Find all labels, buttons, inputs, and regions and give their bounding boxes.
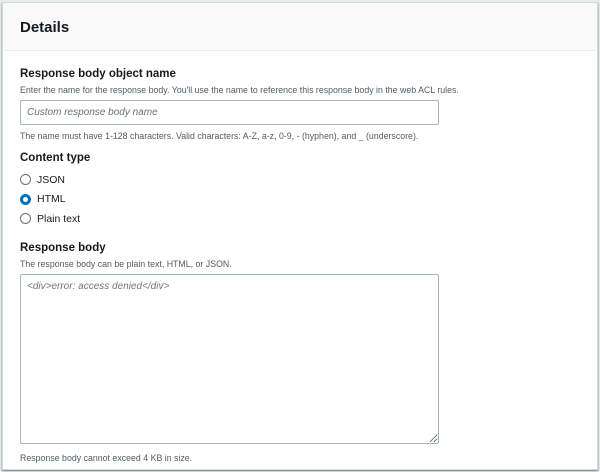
radio-label-html: HTML (37, 193, 66, 206)
response-body-name-input[interactable] (20, 100, 439, 125)
radio-option-html[interactable] (20, 190, 90, 210)
radio-label-plain-text: Plain text (37, 212, 81, 225)
response-body-name-field (20, 67, 459, 142)
panel-header (3, 3, 597, 51)
response-body-textarea[interactable] (20, 274, 439, 444)
response-body-constraint: Response body cannot exceed 4 KB in size. (20, 453, 193, 463)
radio-plain-text[interactable] (20, 213, 31, 224)
radio-json[interactable] (20, 174, 31, 185)
response-body-field (20, 241, 439, 464)
details-panel (2, 2, 598, 470)
content-type-radio-group (20, 170, 90, 229)
radio-option-json[interactable] (20, 170, 90, 190)
radio-html[interactable] (20, 194, 31, 205)
name-label: Response body object name (20, 68, 176, 80)
response-body-label: Response body (20, 242, 106, 254)
name-constraint: The name must have 1-128 characters. Valid characters: A-Z, a-z, 0-9, - (hyphen), and _ (underscore). (20, 131, 419, 141)
content-type-field (20, 151, 90, 229)
panel-title: Details (20, 19, 70, 36)
name-description: Enter the name for the response body. You'll use the name to reference this response body in the web ACL rules. (20, 85, 459, 95)
radio-option-plain-text[interactable] (20, 209, 90, 229)
response-body-description: The response body can be plain text, HTML, or JSON. (20, 259, 232, 269)
content-type-label: Content type (20, 152, 91, 164)
radio-label-json: JSON (37, 173, 66, 186)
